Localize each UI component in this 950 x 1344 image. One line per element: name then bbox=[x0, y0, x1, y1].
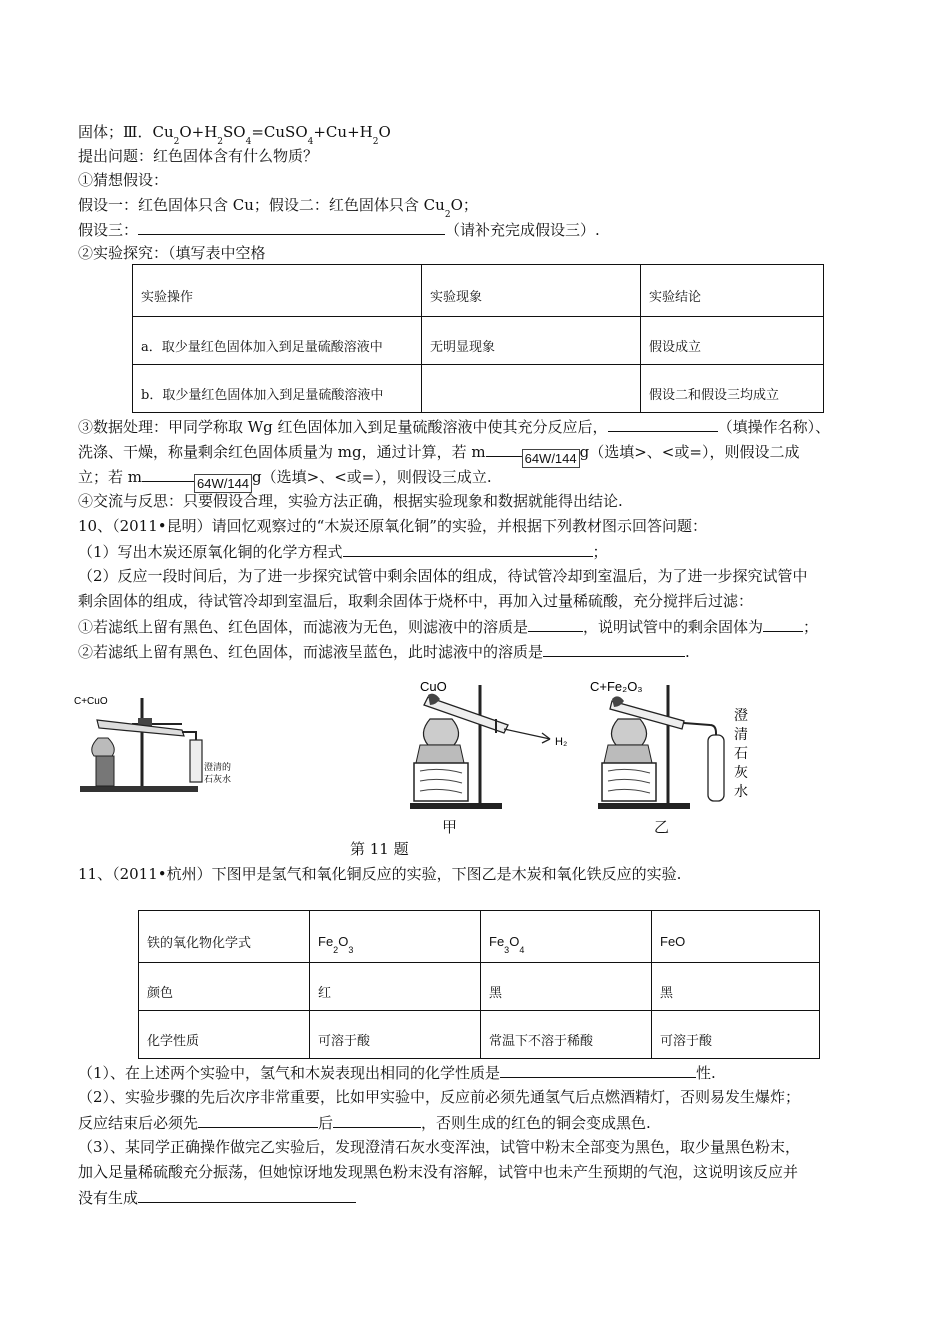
reflection-line: ④交流与反思：只要假设合理，实验方法正确，根据实验现象和数据就能得出结论. bbox=[78, 492, 623, 510]
text: SO bbox=[223, 123, 246, 141]
answer-blank[interactable] bbox=[763, 616, 803, 632]
question-11-3: 加入足量稀硫酸充分振荡，但她惊讶地发现黑色粉末没有溶解，试管中也未产生预期的气泡，这说明该反应并 bbox=[78, 1163, 799, 1181]
question-10-title: 10、（2011•昆明）请回忆观察过的“木炭还原氧化铜”的实验，并根据下列教材图示回答问题： bbox=[78, 517, 707, 535]
formula-cell: FeO bbox=[652, 911, 820, 963]
text: 固体；Ⅲ．Cu bbox=[78, 123, 174, 141]
data-processing-line bbox=[78, 416, 830, 437]
water-label: 水 bbox=[734, 784, 748, 800]
text: O+H bbox=[179, 123, 218, 141]
text: O； bbox=[450, 196, 478, 214]
answer-blank[interactable] bbox=[333, 1112, 421, 1128]
text: =CuSO bbox=[251, 123, 308, 141]
table-cell-blank[interactable] bbox=[422, 365, 641, 413]
subscript: 4 bbox=[519, 944, 525, 955]
question-11-1 bbox=[78, 1062, 716, 1083]
figure-label: CuO bbox=[420, 679, 447, 694]
formula-box: 64W/144 bbox=[194, 474, 252, 493]
subscript: 2 bbox=[173, 137, 180, 147]
text: Fe bbox=[489, 933, 505, 949]
text: ； bbox=[803, 618, 819, 636]
text: （填操作名称）、 bbox=[717, 418, 831, 436]
table-cell: 可溶于酸 bbox=[310, 1011, 481, 1059]
table-header: 实验操作 bbox=[133, 265, 422, 317]
carbon-iron-oxide-apparatus-figure bbox=[588, 675, 763, 815]
table-cell: 化学性质 bbox=[139, 1011, 310, 1059]
text: 立；若 m bbox=[78, 468, 142, 486]
table-cell: 无明显现象 bbox=[422, 317, 641, 365]
question-10-2-case1 bbox=[78, 616, 818, 637]
subscript: 2 bbox=[444, 210, 451, 220]
table-cell: 可溶于酸 bbox=[652, 1011, 820, 1059]
question-11-3 bbox=[78, 1187, 356, 1208]
figure-label: C+CuO bbox=[74, 696, 108, 707]
figure-label: C+Fe₂O₃ bbox=[590, 679, 643, 694]
question-11-title: 11、（2011•杭州）下图甲是氢气和氧化铜反应的实验，下图乙是木炭和氧化铁反应的实验. bbox=[78, 865, 682, 883]
experiment-table bbox=[132, 264, 824, 413]
table-header: 实验现象 bbox=[422, 265, 641, 317]
answer-blank[interactable] bbox=[343, 541, 593, 557]
table-header: 实验结论 bbox=[641, 265, 824, 317]
question-line: 提出问题：红色固体含有什么物质？ bbox=[78, 147, 319, 165]
water-label: 石 bbox=[734, 746, 748, 762]
question-10-2: （2）反应一段时间后，为了进一步探究试管中剩余固体的组成，待试管冷却到室温后，为了进一步探究试管中 bbox=[78, 567, 808, 585]
question-10-1 bbox=[78, 541, 608, 562]
table-cell: 红 bbox=[310, 963, 481, 1011]
gas-label: H₂ bbox=[555, 736, 568, 748]
table-cell: 假设二和假设三均成立 bbox=[641, 365, 824, 413]
answer-blank[interactable] bbox=[138, 1187, 356, 1203]
question-11-2: （2）、实验步骤的先后次序非常重要，比如甲实验中，反应前必须先通氢气后点燃酒精灯，否则易发生爆炸； bbox=[78, 1088, 801, 1106]
figure-caption-jia: 甲 bbox=[442, 818, 458, 836]
water-label: 澄 bbox=[734, 708, 748, 724]
hypothesis-line bbox=[78, 195, 478, 220]
subscript: 4 bbox=[307, 137, 314, 147]
text: 洗涤、干燥，称量剩余红色固体质量为 mg，通过计算，若 m bbox=[78, 443, 486, 461]
formula-cell bbox=[310, 911, 481, 963]
answer-blank[interactable] bbox=[142, 466, 194, 482]
question-10-2-case2 bbox=[78, 641, 690, 662]
iron-oxide-table bbox=[138, 910, 820, 1059]
answer-blank[interactable] bbox=[543, 641, 685, 657]
table-cell: a．取少量红色固体加入到足量硫酸溶液中 bbox=[133, 317, 422, 365]
text: （请补充完成假设三）. bbox=[445, 221, 600, 239]
subscript: 2 bbox=[333, 944, 339, 955]
subscript: 3 bbox=[504, 944, 510, 955]
text: ，说明试管中的剩余固体为 bbox=[583, 618, 764, 636]
text: 反应结束后必须先 bbox=[78, 1114, 199, 1132]
water-label: 清 bbox=[734, 727, 748, 743]
text: ，否则生成的红色的铜会变成黑色. bbox=[421, 1114, 651, 1132]
text: O bbox=[509, 933, 520, 949]
carbon-reduction-apparatus-figure bbox=[72, 690, 232, 802]
text: ； bbox=[592, 543, 608, 561]
text: g（选填>、<或=），则假设三成立. bbox=[252, 468, 492, 486]
data-processing-line bbox=[78, 441, 799, 468]
text: 性. bbox=[696, 1064, 716, 1082]
hypothesis-three-line bbox=[78, 219, 600, 240]
answer-blank[interactable] bbox=[528, 616, 583, 632]
text: 假设一：红色固体只含 Cu；假设二：红色固体只含 Cu bbox=[78, 196, 445, 214]
data-processing-line bbox=[78, 466, 492, 493]
water-label: 石灰水 bbox=[204, 775, 232, 785]
text: O bbox=[378, 123, 391, 141]
table-cell: 黑 bbox=[652, 963, 820, 1011]
table-header: 铁的氧化物化学式 bbox=[139, 911, 310, 963]
equation-line bbox=[78, 122, 391, 147]
question-11-3: （3）、某同学正确操作做完乙实验后，发现澄清石灰水变浑浊，试管中粉末全部变为黑色，取少量黑色粉末， bbox=[78, 1138, 801, 1156]
formula-box: 64W/144 bbox=[522, 449, 580, 468]
table-cell: 假设成立 bbox=[641, 317, 824, 365]
text: （1）写出木炭还原氧化铜的化学方程式 bbox=[78, 543, 343, 561]
text: g（选填>、<或=），则假设二成 bbox=[579, 443, 800, 461]
section-heading: ②实验探究：（填写表中空格 bbox=[78, 244, 266, 262]
text: 没有生成 bbox=[78, 1189, 139, 1207]
table-cell: 颜色 bbox=[139, 963, 310, 1011]
text: （1）、在上述两个实验中，氢气和木炭表现出相同的化学性质是 bbox=[78, 1064, 501, 1082]
section-heading: ①猜想假设： bbox=[78, 171, 169, 189]
text: ③数据处理：甲同学称取 Wg 红色固体加入到足量硫酸溶液中使其充分反应后， bbox=[78, 418, 608, 436]
answer-blank[interactable] bbox=[486, 441, 522, 457]
table-cell: 常温下不溶于稀酸 bbox=[481, 1011, 652, 1059]
text: ②若滤纸上留有黑色、红色固体，而滤液呈蓝色，此时滤液中的溶质是 bbox=[78, 643, 544, 661]
text: 后 bbox=[318, 1114, 334, 1132]
text: Fe bbox=[318, 933, 334, 949]
hydrogen-apparatus-figure bbox=[400, 675, 585, 815]
text: O bbox=[338, 933, 349, 949]
answer-blank[interactable] bbox=[198, 1112, 318, 1128]
figure-caption: 第 11 题 bbox=[350, 840, 409, 858]
table-cell: b．取少量红色固体加入到足量硫酸溶液中 bbox=[133, 365, 422, 413]
formula-cell bbox=[481, 911, 652, 963]
question-10-2: 剩余固体的组成，待试管冷却到室温后，取剩余固体于烧杯中，再加入过量稀硫酸，充分搅拌后过滤： bbox=[78, 592, 754, 610]
table-cell: 黑 bbox=[481, 963, 652, 1011]
figure-caption-yi: 乙 bbox=[654, 818, 670, 836]
subscript: 4 bbox=[245, 137, 252, 147]
water-label: 灰 bbox=[734, 765, 748, 781]
answer-blank[interactable] bbox=[138, 219, 445, 235]
text: 假设三： bbox=[78, 221, 139, 239]
subscript: 3 bbox=[348, 944, 354, 955]
water-label: 澄清的 bbox=[204, 763, 232, 773]
answer-blank[interactable] bbox=[500, 1062, 696, 1078]
subscript: 2 bbox=[372, 137, 379, 147]
text: . bbox=[685, 643, 690, 661]
question-11-2 bbox=[78, 1112, 651, 1133]
answer-blank[interactable] bbox=[608, 416, 718, 432]
subscript: 2 bbox=[217, 137, 224, 147]
text: ①若滤纸上留有黑色、红色固体，而滤液为无色，则滤液中的溶质是 bbox=[78, 618, 529, 636]
text: +Cu+H bbox=[313, 123, 373, 141]
